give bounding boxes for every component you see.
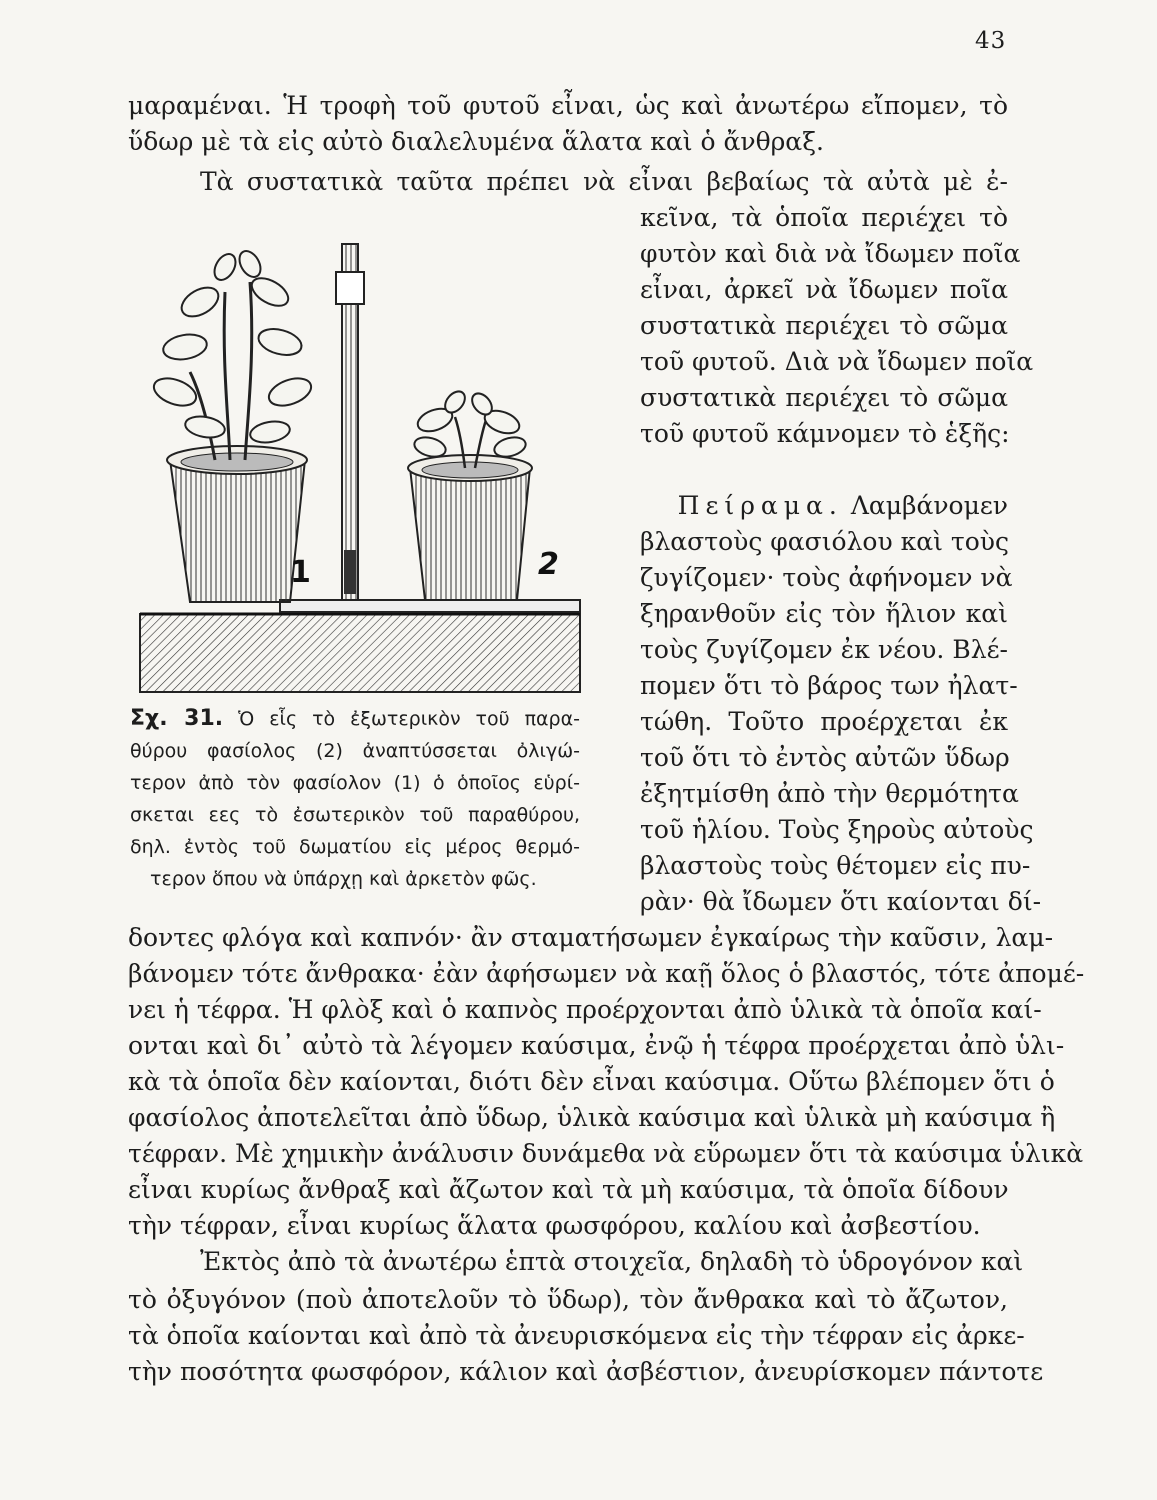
text-line: φασίολος ἀποτελεῖται ἀπὸ ὕδωρ, ὑλικὰ καύσιμα καὶ ὑλικὰ μὴ καύσιμα ἢ — [128, 1103, 1056, 1132]
figure-caption-line: τερον ἀπὸ τὸν φασίολον (1) ὁ ὁποῖος εὑρί- — [130, 772, 580, 794]
text-line: κεῖνα, τὰ ὁποῖα περιέχει τὸ — [640, 203, 1008, 232]
figure-caption-line: σκεται εες τὸ ἐσωτερικὸν τοῦ παραθύρου, — [130, 804, 580, 826]
experiment-heading: Πείραμα. — [677, 491, 843, 520]
text-line: ζυγίζομεν· τοὺς ἀφήνομεν νὰ — [640, 563, 1013, 592]
text-line: δοντες φλόγα καὶ καπνόν· ἂν σταματήσωμεν ἐγκαίρως τὴν καῦσιν, λαμ- — [128, 923, 1054, 952]
text-line: ονται καὶ δι᾽ αὐτὸ τὰ λέγομεν καύσιμα, ἐνῷ ἡ τέφρα προέρχεται ἀπὸ ὑλι- — [128, 1031, 1065, 1060]
text-line: κὰ τὰ ὁποῖα δὲν καίονται, διότι δὲν εἶναι καύσιμα. Οὕτω βλέπομεν ὅτι ὁ — [128, 1067, 1055, 1096]
text-line: βλαστοὺς φασιόλου καὶ τοὺς — [640, 527, 1009, 556]
text-line: τοῦ ὅτι τὸ ἐντὸς αὐτῶν ὕδωρ — [640, 743, 1010, 772]
text-line: μαραμέναι. Ἡ τροφὴ τοῦ φυτοῦ εἶναι, ὡς καὶ ἀνωτέρω εἴπομεν, τὸ — [128, 91, 1008, 120]
figure-label: Σχ. 31. — [130, 706, 224, 731]
plant-pots-illustration — [130, 232, 600, 702]
figure-caption-line: θύρου φασίολος (2) ἀναπτύσσεται ὀλιγώ- — [130, 740, 580, 762]
text-line: συστατικὰ περιέχει τὸ σῶμα — [640, 311, 1008, 340]
text-line: πομεν ὅτι τὸ βάρος των ἠλατ- — [640, 671, 1018, 700]
page-number: 43 — [975, 28, 1007, 54]
pot-2-label: 2 — [538, 547, 559, 582]
text-line: τοῦ φυτοῦ. Διὰ νὰ ἴδωμεν ποῖα — [640, 347, 1034, 376]
text-line: νει ἡ τέφρα. Ἡ φλὸξ καὶ ὁ καπνὸς προέρχονται ἀπὸ ὑλικὰ τὰ ὁποῖα καί- — [128, 995, 1042, 1024]
text-line: τέφραν. Μὲ χημικὴν ἀνάλυσιν δυνάμεθα νὰ εὕρωμεν ὅτι τὰ καύσιμα ὑλικὰ — [128, 1139, 1084, 1168]
text-line: τὸ ὀξυγόνον (ποὺ ἀποτελοῦν τὸ ὕδωρ), τὸν ἄνθρακα καὶ τὸ ἄζωτον, — [128, 1285, 1008, 1314]
text-line: φυτὸν καὶ διὰ νὰ ἴδωμεν ποῖα — [640, 239, 1021, 268]
pot-1-label: 1 — [290, 555, 311, 590]
text-line: τὴν τέφραν, εἶναι κυρίως ἅλατα φωσφόρου, καλίου καὶ ἀσβεστίου. — [128, 1211, 981, 1240]
figure-caption-line — [130, 704, 580, 734]
text-line: εἶναι, ἀρκεῖ νὰ ἴδωμεν ποῖα — [640, 275, 1008, 304]
text-line: τώθη. Τοῦτο προέρχεται ἐκ — [640, 707, 1008, 736]
text-line: τοῦ ἡλίου. Τοὺς ξηροὺς αὐτοὺς — [640, 815, 1034, 844]
text-line: βλαστοὺς τοὺς θέτομεν εἰς πυ- — [640, 851, 1031, 880]
figure-plant-pots — [130, 232, 600, 702]
text-line: εἶναι κυρίως ἄνθραξ καὶ ἄζωτον καὶ τὰ μὴ καύσιμα, τὰ ὁποῖα δίδουν — [128, 1175, 1009, 1204]
text-line: ρὰν· θὰ ἴδωμεν ὅτι καίονται δί- — [640, 887, 1042, 916]
text-line: ἐξητμίσθη ἀπὸ τὴν θερμότητα — [640, 779, 1019, 808]
text-line: τοὺς ζυγίζομεν ἐκ νέου. Βλέ- — [640, 635, 1008, 664]
text-line: βάνομεν τότε ἄνθρακα· ἐὰν ἀφήσωμεν νὰ καῇ ὅλος ὁ βλαστός, τότε ἀπομέ- — [128, 959, 1085, 988]
experiment-line — [640, 488, 1008, 524]
text-line: τὴν ποσότητα φωσφόρον, κάλιον καὶ ἀσβέστιον, ἀνευρίσκομεν πάντοτε — [128, 1357, 1044, 1386]
text-line: Τὰ συστατικὰ ταῦτα πρέπει νὰ εἶναι βεβαίως τὰ αὐτὰ μὲ ἐ- — [200, 167, 1008, 196]
text-line: ὕδωρ μὲ τὰ εἰς αὐτὸ διαλελυμένα ἅλατα καὶ ὁ ἄνθραξ. — [128, 127, 824, 156]
caption-text: Ὁ εἷς τὸ ἐξωτερικὸν τοῦ παρα- — [238, 708, 580, 730]
text-line: ξηρανθοῦν εἰς τὸν ἥλιον καὶ — [640, 599, 1008, 628]
text-line: συστατικὰ περιέχει τὸ σῶμα — [640, 383, 1008, 412]
text-line: τὰ ὁποῖα καίονται καὶ ἀπὸ τὰ ἀνευρισκόμενα εἰς τὴν τέφραν εἰς ἀρκε- — [128, 1321, 1025, 1350]
text-line: τοῦ φυτοῦ κάμνομεν τὸ ἑξῆς: — [640, 419, 1010, 448]
figure-caption-line: τερον ὅπου νὰ ὑπάρχῃ καὶ ἀρκετὸν φῶς. — [150, 868, 537, 890]
figure-caption-line: δηλ. ἐντὸς τοῦ δωματίου εἰς μέρος θερμό- — [130, 836, 580, 858]
text-line: Ἐκτὸς ἀπὸ τὰ ἀνωτέρω ἑπτὰ στοιχεῖα, δηλαδὴ τὸ ὑδρογόνον καὶ — [200, 1247, 1024, 1276]
experiment-first-word: Λαμβάνομεν — [850, 491, 1008, 520]
